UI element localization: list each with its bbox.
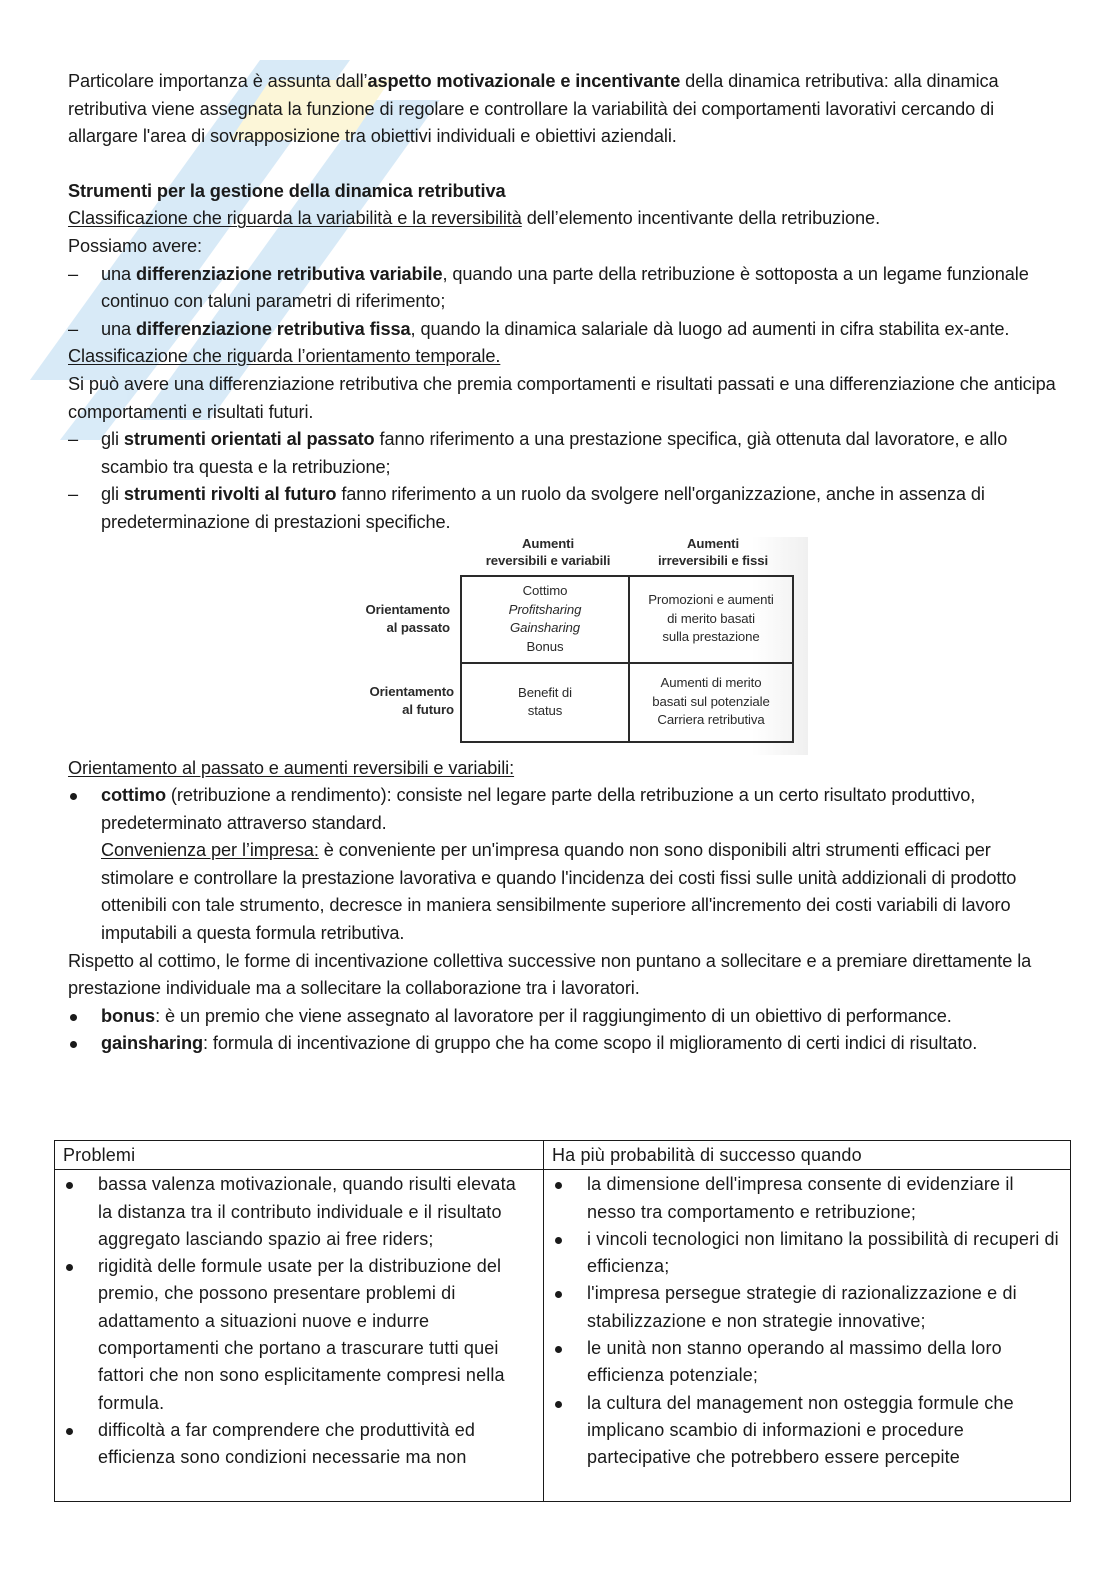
item-text: : formula di incentivazione di gruppo che ha come scopo il miglioramento di certi indici di risultato.	[202, 1033, 978, 1054]
classification-1	[68, 205, 1058, 233]
table-header-success: Ha più probabilità di successo quando	[544, 1141, 1071, 1170]
cell-line: Cottimo	[522, 583, 568, 598]
cell-line: Benefit di	[518, 684, 572, 700]
item-bold: bonus	[101, 1005, 156, 1026]
list-item-cottimo	[68, 782, 1058, 948]
bullet-icon	[555, 1237, 562, 1244]
item-text: : è un premio che viene assegnato al lavoratore per il raggiungimento di un obiettivo di performance.	[155, 1005, 952, 1026]
item-post: , quando una parte della retribuzione è sottoposta a un legame funzionale continuo con taluni parametri di riferimento;	[101, 263, 1029, 312]
matrix-row-header	[338, 683, 454, 720]
bullet-icon	[66, 1264, 73, 1271]
item-post: fanno riferimento a un ruolo da svolgere nell'organizzazione, anche in assenza di predeterminazione di prestazioni specifiche.	[101, 484, 985, 532]
problems-cell	[55, 1170, 544, 1502]
col-header-line: Aumenti	[686, 535, 740, 551]
incentive-matrix-figure	[338, 537, 808, 755]
item-pre: gli	[101, 484, 124, 505]
item-text: bassa valenza motivazionale, quando risulti elevata la distanza tra il contributo individuale e il risultato aggregato lasciando spazio ai free riders;	[98, 1174, 516, 1249]
item-bold: strumenti rivolti al futuro	[123, 484, 337, 505]
item-text: (retribuzione a rendimento): consiste nel legare parte della retribuzione a un certo risultato produttivo, predeterminato attraverso standard.	[101, 785, 976, 833]
bullet-icon	[66, 1428, 73, 1435]
item-post: , quando la dinamica salariale dà luogo ad aumenti in cifra stabilita ex-ante.	[410, 318, 1010, 339]
cell-line: Aumenti di merito	[660, 675, 762, 691]
cell-line: Profitsharing	[508, 601, 582, 617]
list-item-gainsharing	[68, 1030, 1058, 1058]
list-item	[68, 481, 1058, 536]
item-pre: una	[101, 318, 136, 339]
cottimo-list	[68, 782, 1058, 948]
classification-1-list	[68, 261, 1058, 344]
collective-intro: Rispetto al cottimo, le forme di incentivazione collettiva successive non puntano a sollecitare e a premiare direttamente la prestazione individuale ma a sollecitare la collaborazione tra i lavoratori.	[68, 950, 1032, 999]
cell-line: Gainsharing	[509, 620, 580, 635]
row-header-line: al futuro	[402, 702, 454, 717]
item-bold: cottimo	[101, 785, 166, 806]
section-title: Strumenti per la gestione della dinamica retributiva	[68, 180, 506, 201]
item-text: difficoltà a far comprendere che produttività ed efficienza sono condizioni necessarie ma non	[98, 1419, 476, 1468]
item-pre: gli	[101, 429, 124, 450]
cell-line: sulla prestazione	[662, 629, 760, 645]
classification-1-rest: dell’elemento incentivante della retribuzione.	[521, 208, 881, 229]
item-text: la cultura del management non osteggia formule che implicano scambio di informazioni e procedure partecipative che potrebbero essere percepite	[587, 1392, 1014, 1468]
bullet-icon	[555, 1182, 562, 1189]
item-text: rigidità delle formule usate per la distribuzione del premio, che possono presentare problemi di adattamento a situazioni nuove e indurre comportamenti che portano a trascurare tutti quei fattori che non sono esplicitamente compresi nella formula.	[98, 1256, 505, 1413]
cell-line: Carriera retributiva	[657, 712, 765, 728]
table-header-problems: Problemi	[55, 1141, 544, 1170]
document-page	[68, 68, 1058, 1058]
item-bold: strumenti orientati al passato	[123, 429, 375, 450]
col-header-line: Aumenti	[521, 535, 575, 551]
intro-text-rest: della dinamica retributiva: alla dinamica retributiva viene assegnata la funzione di regolare e controllare la variabilità dei comportamenti lavorativi cercando di allargare l'area di sovrapposizione tra obiettivi individuali e obiettivi aziendali.	[68, 71, 999, 147]
bullet-icon	[555, 1401, 562, 1408]
cell-line: Promozioni e aumenti	[648, 592, 774, 608]
list-item	[68, 261, 1058, 316]
problems-success-table	[54, 1140, 1071, 1502]
bullet-icon	[70, 1014, 77, 1021]
classification-1-intro: Possiamo avere:	[68, 235, 202, 256]
classification-2-list	[68, 426, 1058, 536]
bullet-icon	[70, 793, 77, 800]
list-item-bonus	[68, 1003, 1058, 1031]
collective-list	[68, 1003, 1058, 1058]
bullet-icon	[70, 1041, 77, 1048]
convenience-text: è conveniente per un'impresa quando non sono disponibili altri strumenti efficaci per stimolare e controllare la prestazione lavorativa e quando l'incidenza dei costi fissi sulle unità addizionali di prodotto ottenibili con tale strumento, decresce in maniera sensibilmente superiore all'incremento dei costi variabili di lavoro imputabili a questa formula retributiva.	[101, 840, 1017, 944]
col-header-line: irreversibili e fissi	[657, 552, 769, 568]
cell-line: status	[527, 703, 563, 718]
item-bold: differenziazione retributiva fissa	[136, 318, 411, 339]
intro-bold: aspetto motivazionale e incentivante	[367, 71, 681, 91]
item-post: fanno riferimento a una prestazione specifica, già ottenuta dal lavoratore, e allo scambio tra questa e la retribuzione;	[101, 429, 1008, 477]
cell-line: Bonus	[526, 638, 564, 654]
bullet-icon	[555, 1291, 562, 1298]
list-item	[63, 1417, 535, 1472]
list-item	[63, 1253, 535, 1417]
classification-1-title: Classificazione che riguarda la variabilità e la reversibilità	[68, 208, 522, 229]
intro-text: Particolare importanza è assunta dall’	[68, 71, 368, 91]
matrix-row-header	[338, 601, 450, 638]
classification-2-intro: Si può avere una differenziazione retributiva che premia comportamenti e risultati passati e una differenziazione che anticipa comportamenti e risultati futuri.	[68, 373, 1056, 422]
matrix-cell-past-variable	[462, 577, 628, 662]
list-item	[552, 1280, 1062, 1335]
matrix-grid	[460, 575, 794, 743]
past-variable-section-title: Orientamento al passato e aumenti reversibili e variabili:	[68, 757, 515, 778]
item-text: la dimensione dell'impresa consente di evidenziare il nesso tra comportamento e retribuzione;	[587, 1174, 1014, 1222]
table-row	[55, 1170, 1071, 1502]
bullet-icon	[66, 1182, 73, 1189]
list-item	[68, 426, 1058, 481]
cell-line: basati sul potenziale	[652, 693, 770, 709]
list-item	[552, 1171, 1062, 1226]
col-header-line: reversibili e variabili	[485, 552, 611, 568]
matrix-col-header	[468, 535, 628, 569]
item-pre: una	[101, 263, 136, 284]
item-bold: differenziazione retributiva variabile	[136, 263, 443, 284]
matrix-cell-future-variable	[462, 662, 628, 741]
intro-paragraph	[68, 68, 1058, 151]
item-bold: gainsharing	[101, 1033, 203, 1054]
row-header-line: Orientamento	[365, 601, 450, 617]
row-header-line: Orientamento	[369, 683, 454, 699]
list-item	[552, 1390, 1062, 1472]
classification-2-title: Classificazione che riguarda l’orientamento temporale.	[68, 346, 501, 367]
list-item	[552, 1226, 1062, 1281]
item-text: le unità non stanno operando al massimo della loro efficienza potenziale;	[587, 1338, 1002, 1386]
list-item	[63, 1171, 535, 1253]
row-header-line: al passato	[386, 620, 450, 635]
bullet-icon	[555, 1346, 562, 1353]
matrix-col-header	[628, 535, 798, 569]
item-text: i vincoli tecnologici non limitano la possibilità di recuperi di efficienza;	[587, 1228, 1059, 1277]
item-text: l'impresa persegue strategie di razionalizzazione e di stabilizzazione e non strategie innovative;	[587, 1283, 1017, 1331]
cell-line: di merito basati	[667, 610, 755, 626]
list-item	[552, 1335, 1062, 1390]
success-cell	[544, 1170, 1071, 1502]
list-item	[68, 316, 1058, 344]
matrix-cell-past-fixed	[628, 577, 792, 662]
matrix-cell-future-fixed	[628, 662, 792, 741]
convenience-label: Convenienza per l’impresa:	[101, 840, 319, 861]
